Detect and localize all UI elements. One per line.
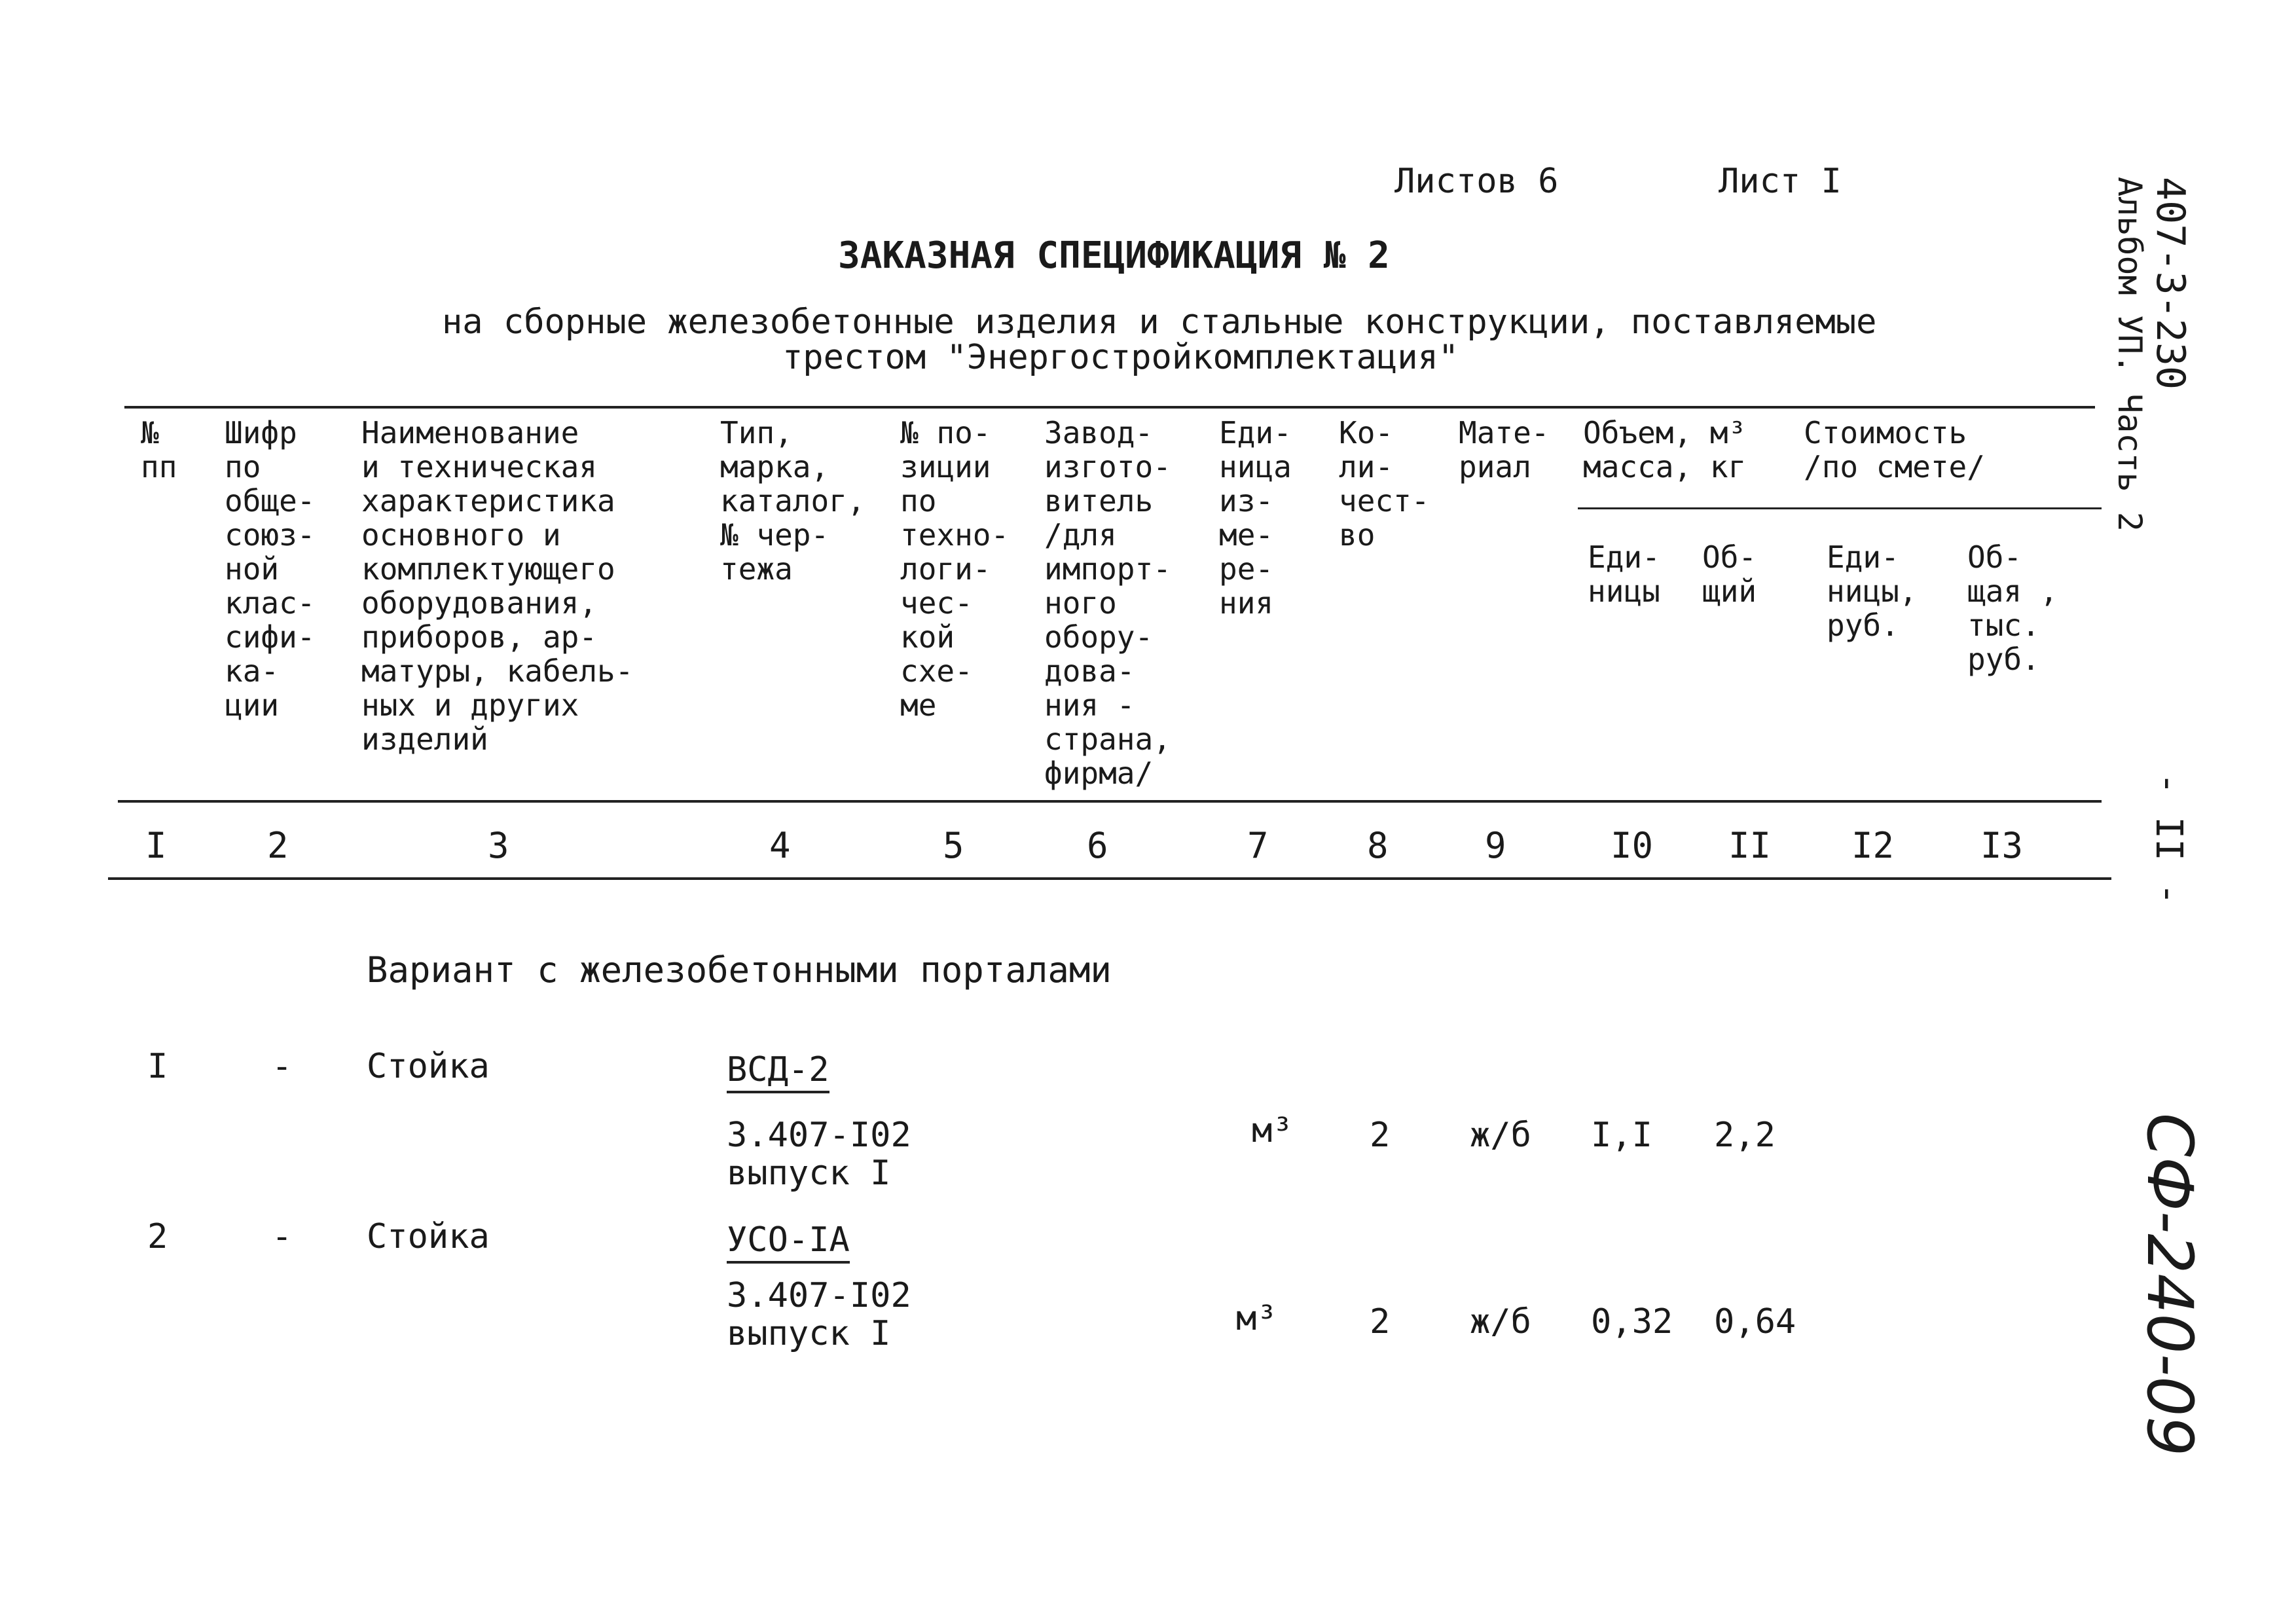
col-number-12: I2 xyxy=(1851,825,1895,866)
col-number-11: II xyxy=(1728,825,1772,866)
col-header-name: Наименование и техническая характеристика основного и комплектующего оборудования, приборов, ар- матуры, кабель- ных и других изделий xyxy=(361,415,634,757)
row-1-code: - xyxy=(272,1047,293,1086)
row-1-num: I xyxy=(147,1047,168,1086)
section-title: Вариант с железобетонными порталами xyxy=(367,949,1112,991)
col-number-9: 9 xyxy=(1485,825,1506,866)
row-2-catalog: 3.407-I02 выпуск I xyxy=(727,1276,911,1353)
row-1-type xyxy=(727,1051,894,1089)
row-2-material: ж/б xyxy=(1470,1302,1531,1341)
numbers-bottom-rule xyxy=(108,877,2111,880)
row-2-type-text: УСО-IA xyxy=(727,1220,850,1264)
row-2-code: - xyxy=(272,1217,293,1256)
sheets-total: Листов 6 xyxy=(1394,162,1559,201)
row-1-type-text: ВСД-2 xyxy=(727,1050,829,1093)
col-header-manufacturer: Завод- изгото- витель /для импорт- ного обору- дова- ния - страна, фирма/ xyxy=(1044,415,1171,791)
subcol-header-cost-unit: Еди- ницы, руб. xyxy=(1827,539,1918,643)
row-1-unit: м³ xyxy=(1252,1111,1293,1150)
row-2-type xyxy=(727,1221,910,1259)
col-header-code: Шифр по обще- союз- ной клас- сифи- ка- ции xyxy=(225,415,316,723)
col-header-position: № по- зиции по техно- логи- чес- кой схе- ме xyxy=(900,415,1010,723)
row-1-qty: 2 xyxy=(1370,1116,1391,1155)
doc-code: 407-3-230 xyxy=(2147,177,2193,390)
col-number-2: 2 xyxy=(267,825,289,866)
col-number-7: 7 xyxy=(1247,825,1269,866)
col-number-8: 8 xyxy=(1367,825,1389,866)
page-mark: - II - xyxy=(2147,773,2190,905)
row-2-vol-unit: 0,32 xyxy=(1591,1302,1673,1341)
group-header-volume: Объем, м³ масса, кг xyxy=(1583,415,1747,484)
col-number-6: 6 xyxy=(1087,825,1108,866)
col-header-type: Тип, марка, каталог, № чер- тежа xyxy=(720,415,866,587)
group-divider-rule xyxy=(1578,507,2102,509)
subtitle-line-2: трестом "Энергостройкомплектация" xyxy=(782,338,1459,377)
subtitle-line-1: на сборные железобетонные изделия и стальные конструкции, поставляемые xyxy=(442,302,1877,342)
col-number-10: I0 xyxy=(1611,825,1654,866)
col-number-13: I3 xyxy=(1980,825,2024,866)
row-1-catalog: 3.407-I02 выпуск I xyxy=(727,1116,911,1193)
row-1-vol-total: 2,2 xyxy=(1714,1116,1776,1155)
group-header-cost: Стоимость /по смете/ xyxy=(1804,415,1985,484)
album-part: Альбом УП. Часть 2 xyxy=(2111,177,2149,532)
sheet-number: Лист I xyxy=(1719,162,1842,201)
col-number-3: 3 xyxy=(488,825,509,866)
col-header-unit: Еди- ница из- ме- ре- ния xyxy=(1219,415,1292,621)
row-1-vol-unit: I,I xyxy=(1591,1116,1652,1155)
col-header-quantity: Ко- ли- чест- во xyxy=(1339,415,1430,553)
col-number-4: 4 xyxy=(769,825,791,866)
col-header-material: Мате- риал xyxy=(1459,415,1550,484)
col-header-num: № пп xyxy=(141,415,177,484)
row-2-num: 2 xyxy=(147,1217,168,1256)
table-top-rule xyxy=(124,406,2095,409)
col-number-5: 5 xyxy=(943,825,964,866)
row-1-name: Стойка xyxy=(367,1047,490,1086)
subcol-header-vol-unit: Еди- ницы xyxy=(1588,539,1660,609)
row-1-material: ж/б xyxy=(1470,1116,1531,1155)
stamp-code: СФ-240-09 xyxy=(2133,1113,2206,1457)
row-2-unit: м³ xyxy=(1236,1299,1277,1338)
subcol-header-vol-total: Об- щий xyxy=(1702,539,1757,609)
row-2-vol-total: 0,64 xyxy=(1714,1302,1796,1341)
col-number-1: I xyxy=(145,825,167,866)
row-2-name: Стойка xyxy=(367,1217,490,1256)
header-bottom-rule xyxy=(118,800,2102,803)
subcol-header-cost-total: Об- щая , тыс. руб. xyxy=(1967,539,2058,677)
document-title: ЗАКАЗНАЯ СПЕЦИФИКАЦИЯ № 2 xyxy=(838,234,1390,277)
row-2-qty: 2 xyxy=(1370,1302,1391,1341)
